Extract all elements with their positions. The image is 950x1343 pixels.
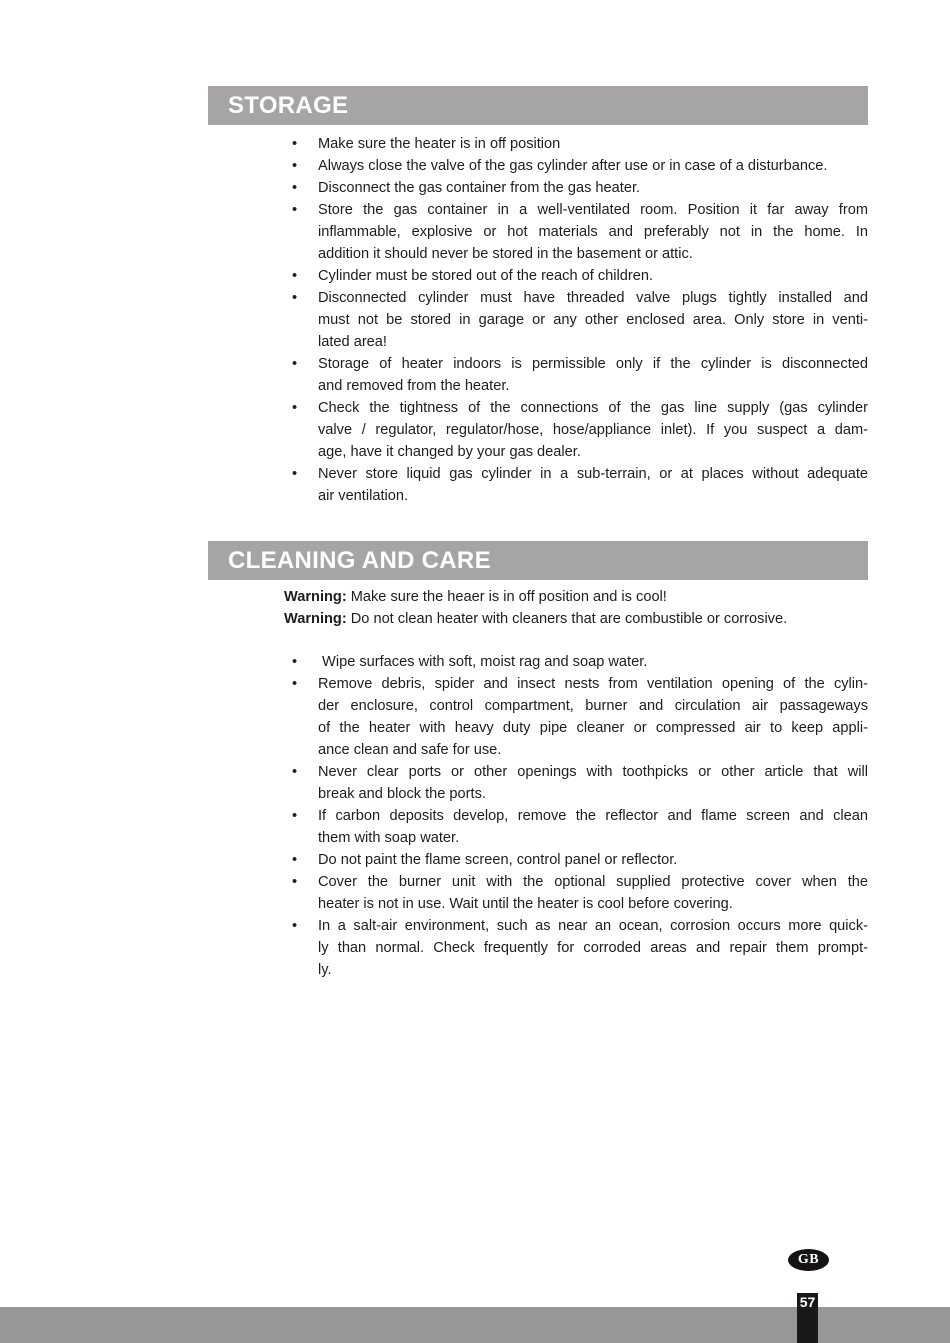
text-line: Disconnect the gas container from the gas heater. <box>318 180 641 196</box>
bullet-marker: • <box>292 158 298 174</box>
section-header-cleaning <box>208 541 868 580</box>
bullet-item <box>292 353 872 397</box>
bullet-marker: • <box>292 466 298 482</box>
page-number-box <box>797 1293 818 1343</box>
country-badge: GB <box>788 1249 829 1271</box>
text-line: In a salt-air environment, such as near an ocean, corrosion occurs more quick- <box>318 918 868 934</box>
bullet-item <box>292 199 872 265</box>
bullet-item <box>292 761 872 805</box>
bullet-text <box>318 177 868 199</box>
bullet-list-storage <box>292 133 872 507</box>
text-line: Never store liquid gas cylinder in a sub-terrain, or at places without adequate <box>318 466 868 482</box>
text-line: ly than normal. Check frequently for corroded areas and repair them prompt- <box>318 940 868 956</box>
bullet-text <box>318 463 868 507</box>
warning-label: Warning: <box>284 589 347 605</box>
text-line: valve / regulator, regulator/hose, hose/appliance inlet). If you suspect a dam- <box>318 422 868 438</box>
warning-line <box>284 608 868 630</box>
text-line: Remove debris, spider and insect nests from ventilation opening of the cylin- <box>318 676 868 692</box>
bullet-text <box>318 871 868 915</box>
text-line: Do not paint the flame screen, control panel or reflector. <box>318 852 678 868</box>
bullet-text <box>318 287 868 353</box>
bullet-item <box>292 651 872 673</box>
text-line: heater is not in use. Wait until the heater is cool before covering. <box>318 896 733 912</box>
bullet-marker: • <box>292 918 298 934</box>
text-line: must not be stored in garage or any other enclosed area. Only store in venti- <box>318 312 868 328</box>
text-line: ance clean and safe for use. <box>318 742 502 758</box>
bullet-marker: • <box>292 654 298 670</box>
bullet-item <box>292 177 872 199</box>
text-line: Storage of heater indoors is permissible only if the cylinder is disconnected <box>318 356 868 372</box>
warning-label: Warning: <box>284 611 347 627</box>
text-line: Cylinder must be stored out of the reach of children. <box>318 268 654 284</box>
bullet-item <box>292 397 872 463</box>
text-line: Make sure the heater is in off position <box>318 136 561 152</box>
bullet-marker: • <box>292 852 298 868</box>
text-line: Wipe surfaces with soft, moist rag and soap water. <box>318 654 648 670</box>
bullet-text <box>318 133 868 155</box>
warning-line <box>284 586 868 608</box>
bullet-marker: • <box>292 268 298 284</box>
warning-block <box>284 586 868 630</box>
bullet-item <box>292 287 872 353</box>
text-line: of the heater with heavy duty pipe cleaner or compressed air to keep appli- <box>318 720 868 736</box>
text-line: ly. <box>318 962 332 978</box>
bullet-marker: • <box>292 202 298 218</box>
text-line: inflammable, explosive or hot materials and preferably not in the home. In <box>318 224 868 240</box>
bullet-item <box>292 915 872 981</box>
bullet-text <box>318 265 868 287</box>
section-title-cleaning: CLEANING AND CARE <box>228 546 491 574</box>
bullet-item <box>292 265 872 287</box>
bullet-marker: • <box>292 400 298 416</box>
text-line: and removed from the heater. <box>318 378 510 394</box>
text-line: Store the gas container in a well-ventilated room. Position it far away from <box>318 202 868 218</box>
bullet-marker: • <box>292 180 298 196</box>
bullet-item <box>292 849 872 871</box>
text-line: der enclosure, control compartment, burner and circulation air passageways <box>318 698 868 714</box>
text-line: Disconnected cylinder must have threaded valve plugs tightly installed and <box>318 290 868 306</box>
bullet-item <box>292 673 872 761</box>
text-line: Never clear ports or other openings with toothpicks or other article that will <box>318 764 868 780</box>
bullet-item <box>292 155 872 177</box>
bullet-text <box>318 849 868 871</box>
bullet-text <box>318 761 868 805</box>
text-line: age, have it changed by your gas dealer. <box>318 444 581 460</box>
bullet-marker: • <box>292 290 298 306</box>
bullet-item <box>292 133 872 155</box>
text-line: air ventilation. <box>318 488 409 504</box>
text-line: If carbon deposits develop, remove the reflector and flame screen and clean <box>318 808 868 824</box>
section-header-storage <box>208 86 868 125</box>
bullet-marker: • <box>292 808 298 824</box>
text-line: Check the tightness of the connections of the gas line supply (gas cylinder <box>318 400 868 416</box>
bullet-marker: • <box>292 356 298 372</box>
bullet-list-cleaning <box>292 651 872 981</box>
bullet-item <box>292 805 872 849</box>
bullet-text <box>318 673 868 761</box>
bullet-marker: • <box>292 136 298 152</box>
text-line: break and block the ports. <box>318 786 486 802</box>
warning-text: Make sure the heaer is in off position and is cool! <box>346 589 667 605</box>
text-line: lated area! <box>318 334 387 350</box>
bullet-marker: • <box>292 874 298 890</box>
bullet-marker: • <box>292 764 298 780</box>
bullet-item <box>292 463 872 507</box>
bullet-marker: • <box>292 676 298 692</box>
bullet-item <box>292 871 872 915</box>
text-line: addition it should never be stored in the basement or attic. <box>318 246 693 262</box>
bullet-text <box>318 651 868 673</box>
text-line: Always close the valve of the gas cylinder after use or in case of a disturbance. <box>318 158 828 174</box>
text-line: Cover the burner unit with the optional supplied protective cover when the <box>318 874 868 890</box>
section-title-storage: STORAGE <box>228 91 349 119</box>
bullet-text <box>318 155 868 177</box>
warning-text: Do not clean heater with cleaners that are combustible or corrosive. <box>346 611 788 627</box>
bullet-text <box>318 397 868 463</box>
bullet-text <box>318 353 868 397</box>
page-number: 57 <box>799 1294 816 1310</box>
bullet-text <box>318 199 868 265</box>
bullet-text <box>318 805 868 849</box>
bullet-text <box>318 915 868 981</box>
text-line: them with soap water. <box>318 830 460 846</box>
